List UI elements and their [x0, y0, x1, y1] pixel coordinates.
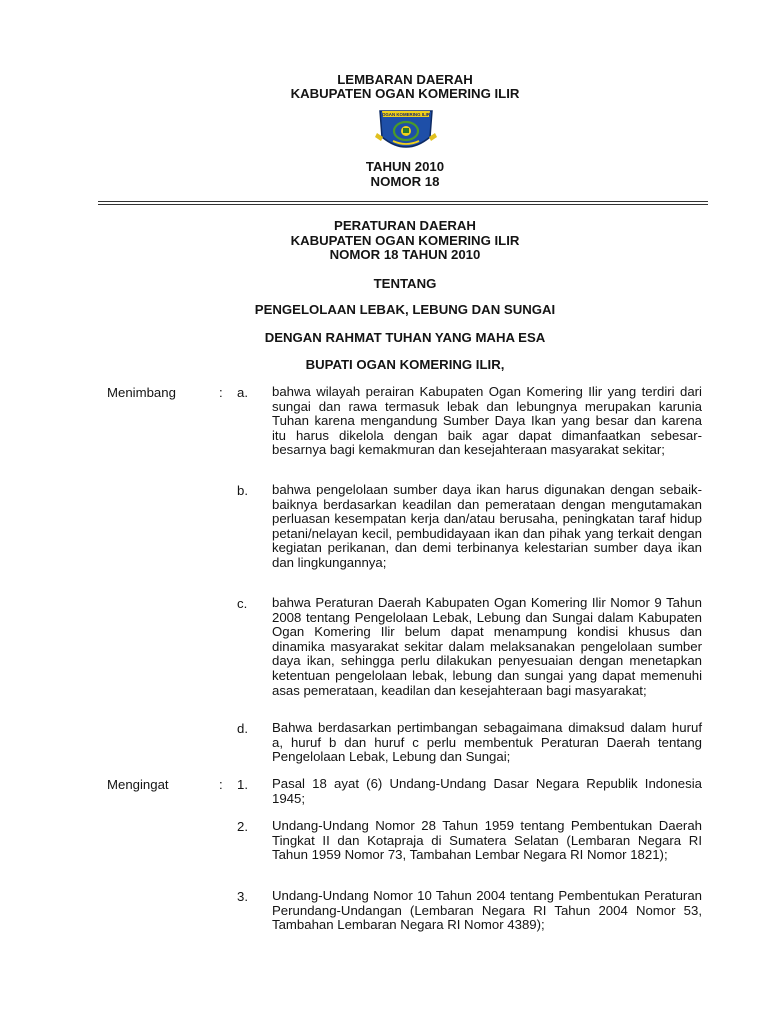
clause-text: Undang-Undang Nomor 10 Tahun 2004 tentang Pembentukan Peraturan Perundang-Undangan (Lembaran Negara RI Tahun 2004 Nomor 53, Tambahan Lembaran Negara RI Nomor 4389); [272, 888, 702, 933]
blessing-line: DENGAN RAHMAT TUHAN YANG MAHA ESA [264, 330, 546, 345]
clause-marker: a. [237, 385, 248, 400]
menimbang-colon: : [219, 385, 223, 400]
clause-text: bahwa Peraturan Daerah Kabupaten Ogan Komering Ilir Nomor 9 Tahun 2008 tentang Pengelolaan Lebak, Lebung dan Sungai dalam Kabupaten Ogan Komering Ilir belum dapat menampung kondisi khusus dan dinamika masyarakat sekitar dalam melaksanakan pengelolaan sumber daya ikan, sehingga perlu dilakukan penyesuaian dengan menetapkan ketentuan pengelolaan lebak, lebung dan sungai yang dapat memenuhi asas pemerataan, keadilan dan kesejahteraan bagi masyarakat; [272, 595, 702, 698]
year-label: TAHUN 2010 [365, 159, 445, 174]
clause-marker: c. [237, 596, 248, 611]
regulation-subject: PENGELOLAAN LEBAK, LEBUNG DAN SUNGAI [254, 302, 556, 317]
tentang-heading: TENTANG [373, 276, 437, 291]
emblem-text: OGAN KOMERING ILIR [381, 112, 431, 117]
divider-line [98, 204, 708, 205]
clause-text: bahwa wilayah perairan Kabupaten Ogan Komering Ilir yang terdiri dari sungai dan rawa termasuk lebak dan lebungnya merupakan karunia Tuhan karena mengandung Sumber Daya Ikan yang besar dan karena itu harus dikelola dengan baik agar dapat dimanfaatkan sebesar-besarnya bagi kemakmuran dan kesejahteraan masyarakat sekitar; [272, 384, 702, 458]
clause-text: Pasal 18 ayat (6) Undang-Undang Dasar Negara Republik Indonesia 1945; [272, 776, 702, 806]
mengingat-colon: : [219, 777, 223, 792]
regulation-number: NOMOR 18 TAHUN 2010 [329, 247, 481, 262]
clause-text: bahwa pengelolaan sumber daya ikan harus digunakan dengan sebaik-baiknya berdasarkan keadilan dan pemerataan dengan mengutamakan perluasan kesempatan kerja dan/atau berusaha, peningkatan taraf hidup petani/nelayan kecil, pembudidayaan ikan dan pihak yang terkait dengan kegiatan perikanan, dan demi terbinanya kelestarian sumber daya ikan dan lingkungannya; [272, 482, 702, 570]
mengingat-label: Mengingat [107, 777, 169, 792]
regulation-title: PERATURAN DAERAH [334, 218, 476, 233]
menimbang-label: Menimbang [107, 385, 176, 400]
clause-marker: b. [237, 483, 248, 498]
clause-marker: 3. [237, 889, 248, 904]
regency-emblem [373, 107, 439, 155]
clause-marker: d. [237, 721, 248, 736]
regulation-regency: KABUPATEN OGAN KOMERING ILIR [290, 233, 520, 248]
gazette-title: LEMBARAN DAERAH [337, 72, 473, 87]
number-label: NOMOR 18 [370, 174, 440, 189]
regency-title: KABUPATEN OGAN KOMERING ILIR [290, 86, 520, 101]
divider-line [98, 201, 708, 202]
clause-text: Undang-Undang Nomor 28 Tahun 1959 tentang Pembentukan Daerah Tingkat II dan Kotapraja di Sumatera Selatan (Lembaran Negara RI Tahun 1959 Nomor 73, Tambahan Lembar Negara RI Nomor 1821); [272, 818, 702, 863]
clause-marker: 2. [237, 819, 248, 834]
bupati-line: BUPATI OGAN KOMERING ILIR, [305, 357, 505, 372]
clause-text: Bahwa berdasarkan pertimbangan sebagaimana dimaksud dalam huruf a, huruf b dan huruf c perlu membentuk Peraturan Daerah tentang Pengelolaan Lebak, Lebung dan Sungai; [272, 720, 702, 765]
clause-marker: 1. [237, 777, 248, 792]
